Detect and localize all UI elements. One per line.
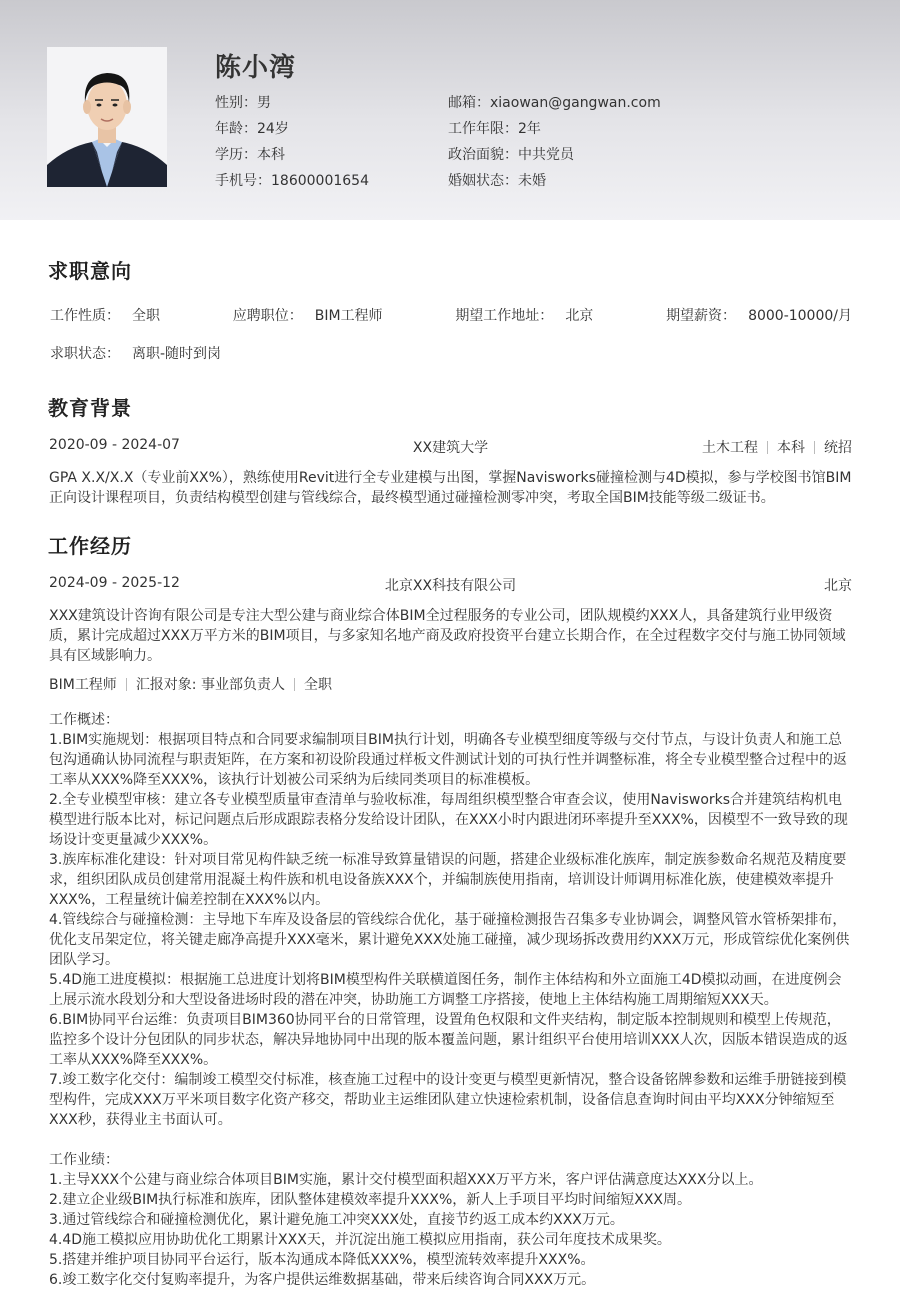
work-section xyxy=(48,530,852,1290)
achievement-item: 6.竣工数字化交付复购率提升，为客户提供运维数据基础，带来后续咨询合同XXX万元。 xyxy=(49,1272,596,1288)
info-experience-years: 工作年限： 2年 xyxy=(448,121,541,137)
intent-row-2 xyxy=(48,343,852,363)
education-header-row xyxy=(48,437,852,457)
work-overview xyxy=(48,710,852,1130)
overview-item: 1.BIM实施规划：根据项目特点和合同要求编制项目BIM执行计划，明确各专业模型细度等级与交付节点，与设计负责人和施工总包沟通确认协同流程与职责矩阵，在方案和初设阶段通过样板文件测试计划的可执行性并调整标准，将全专业模型整合过程中的返工率从XXX%降至XXX%，该执行计划被公司采纳为后续同类项目的标准模板。 xyxy=(49,732,847,788)
section-title: 工作经历 xyxy=(48,534,132,558)
intent-status: 求职状态： 离职-随时到岗 xyxy=(50,346,222,362)
education-section xyxy=(48,392,852,508)
overview-title: 工作概述： xyxy=(49,712,119,728)
work-tags xyxy=(48,674,852,694)
info-political-status: 政治面貌： 中共党员 xyxy=(448,147,574,163)
work-city: 北京 xyxy=(824,578,852,594)
portrait-image xyxy=(47,47,167,187)
info-marital-status: 婚姻状态： 未婚 xyxy=(448,173,546,189)
intent-position: 应聘职位： BIM工程师 xyxy=(232,308,383,324)
profile-info-left xyxy=(215,90,369,194)
info-phone: 手机号： 18600001654 xyxy=(215,173,369,189)
overview-item: 7.竣工数字化交付：编制竣工模型交付标准，核查施工过程中的设计变更与模型更新情况，整合设备铭牌参数和运维手册链接到模型构件，完成XXX万平米项目数字化资产移交，帮助业主运维团队建立快速检索机制，设备信息查询时间由平均XXX分钟缩短至XXX秒，获得业主书面认可。 xyxy=(49,1072,847,1128)
work-achievements xyxy=(48,1150,852,1290)
school-name: XX建筑大学 xyxy=(412,440,489,456)
overview-item: 3.族库标准化建设：针对项目常见构件缺乏统一标准导致算量错误的问题，搭建企业级标准化族库，制定族参数命名规范及精度要求，组织团队成员创建常用混凝土构件族和机电设备族XXX个，并编制族使用指南，培训设计师调用标准化族，使建模效率提升XXX%，工程量统计偏差控制在XXX%以内。 xyxy=(49,852,847,908)
achievement-item: 5.搭建并维护项目协同平台运行，版本沟通成本降低XXX%，模型流转效率提升XXX%。 xyxy=(49,1252,595,1268)
job-intent-section xyxy=(48,255,852,363)
achievement-item: 2.建立企业级BIM执行标准和族库，团队整体建模效率提升XXX%，新人上手项目平均时间缩短XXX周。 xyxy=(49,1192,692,1208)
section-title: 教育背景 xyxy=(48,396,132,420)
intent-location: 期望工作地址： 北京 xyxy=(455,308,594,324)
work-header-row xyxy=(48,575,852,595)
intent-job-type: 工作性质： 全职 xyxy=(50,308,160,324)
achievements-title: 工作业绩： xyxy=(49,1152,119,1168)
education-degree: 本科 xyxy=(777,440,805,456)
profile-photo xyxy=(47,47,167,187)
info-age: 年龄： 24岁 xyxy=(215,121,289,137)
info-email: 邮箱： xiaowan@gangwan.com xyxy=(448,95,661,111)
education-period: 2020-09 - 2024-07 xyxy=(49,437,180,453)
company-description: XXX建筑设计咨询有限公司是专注大型公建与商业综合体BIM全过程服务的专业公司，团队规模约XXX人，具备建筑行业甲级资质，累计完成超过XXX万平方米的BIM项目，与多家知名地产商及政府投资平台建立长期合作，在全过程数字交付与施工协同领域具有区域影响力。 xyxy=(49,608,846,664)
profile-header xyxy=(0,0,900,220)
work-period: 2024-09 - 2025-12 xyxy=(49,575,180,591)
achievement-item: 1.主导XXX个公建与商业综合体项目BIM实施，累计交付模型面积超XXX万平方米，客户评估满意度达XXX分以上。 xyxy=(49,1172,763,1188)
info-gender: 性别： 男 xyxy=(215,95,271,111)
candidate-name: 陈小湾 xyxy=(215,53,297,83)
education-major: 土木工程 xyxy=(702,440,758,456)
education-tags xyxy=(602,437,852,457)
work-report-to: 汇报对象: 事业部负责人 xyxy=(135,677,285,693)
work-role: BIM工程师 xyxy=(49,677,117,693)
section-title: 求职意向 xyxy=(48,259,132,283)
company-name: 北京XX科技有限公司 xyxy=(384,578,517,594)
overview-item: 6.BIM协同平台运维：负责项目BIM360协同平台的日常管理，设置角色权限和文件夹结构，制定版本控制规则和模型上传规范，监控多个设计分包团队的同步状态，解决异地协同中出现的版本覆盖问题，累计组织平台使用培训XXX人次，因版本错误造成的返工率从XXX%降至XXX%。 xyxy=(49,1012,848,1068)
profile-info-right xyxy=(448,90,661,194)
education-enrollment: 统招 xyxy=(824,440,852,456)
work-type: 全职 xyxy=(303,677,332,693)
intent-salary: 期望薪资： 8000-10000/月 xyxy=(666,308,852,324)
achievement-item: 3.通过管线综合和碰撞检测优化，累计避免施工冲突XXX处，直接节约返工成本约XXX万元。 xyxy=(49,1212,624,1228)
achievement-item: 4.4D施工模拟应用协助优化工期累计XXX天，并沉淀出施工模拟应用指南，获公司年度技术成果奖。 xyxy=(49,1232,671,1248)
education-description: GPA X.X/X.X（专业前XX%），熟练使用Revit进行全专业建模与出图，掌握Navisworks碰撞检测与4D模拟，参与学校图书馆BIM正向设计课程项目，负责结构模型创建与管线综合，最终模型通过碰撞检测零冲突，考取全国BIM技能等级二级证书。 xyxy=(49,470,852,506)
overview-item: 4.管线综合与碰撞检测：主导地下车库及设备层的管线综合优化，基于碰撞检测报告召集多专业协调会，调整风管水管桥架排布，优化支吊架定位，将关键走廊净高提升XXX毫米，累计避免XXX处施工碰撞，减少现场拆改费用约XXX万元，形成管综优化案例供团队学习。 xyxy=(49,912,850,968)
overview-item: 2.全专业模型审核：建立各专业模型质量审查清单与验收标准，每周组织模型整合审查会议，使用Navisworks合并建筑结构机电模型进行版本比对，标记问题点后形成跟踪表格分发给设计团队，在XXX小时内跟进闭环率提升至XXX%，因模型不一致导致的现场设计变更量减少XXX%。 xyxy=(49,792,848,848)
intent-row-1 xyxy=(48,305,852,325)
info-degree: 学历： 本科 xyxy=(215,147,285,163)
overview-item: 5.4D施工进度模拟：根据施工总进度计划将BIM模型构件关联横道图任务，制作主体结构和外立面施工4D模拟动画，在进度例会上展示流水段划分和大型设备进场时段的潜在冲突，协助施工方调整工序搭接，使地上主体结构施工周期缩短XXX天。 xyxy=(49,972,842,1008)
